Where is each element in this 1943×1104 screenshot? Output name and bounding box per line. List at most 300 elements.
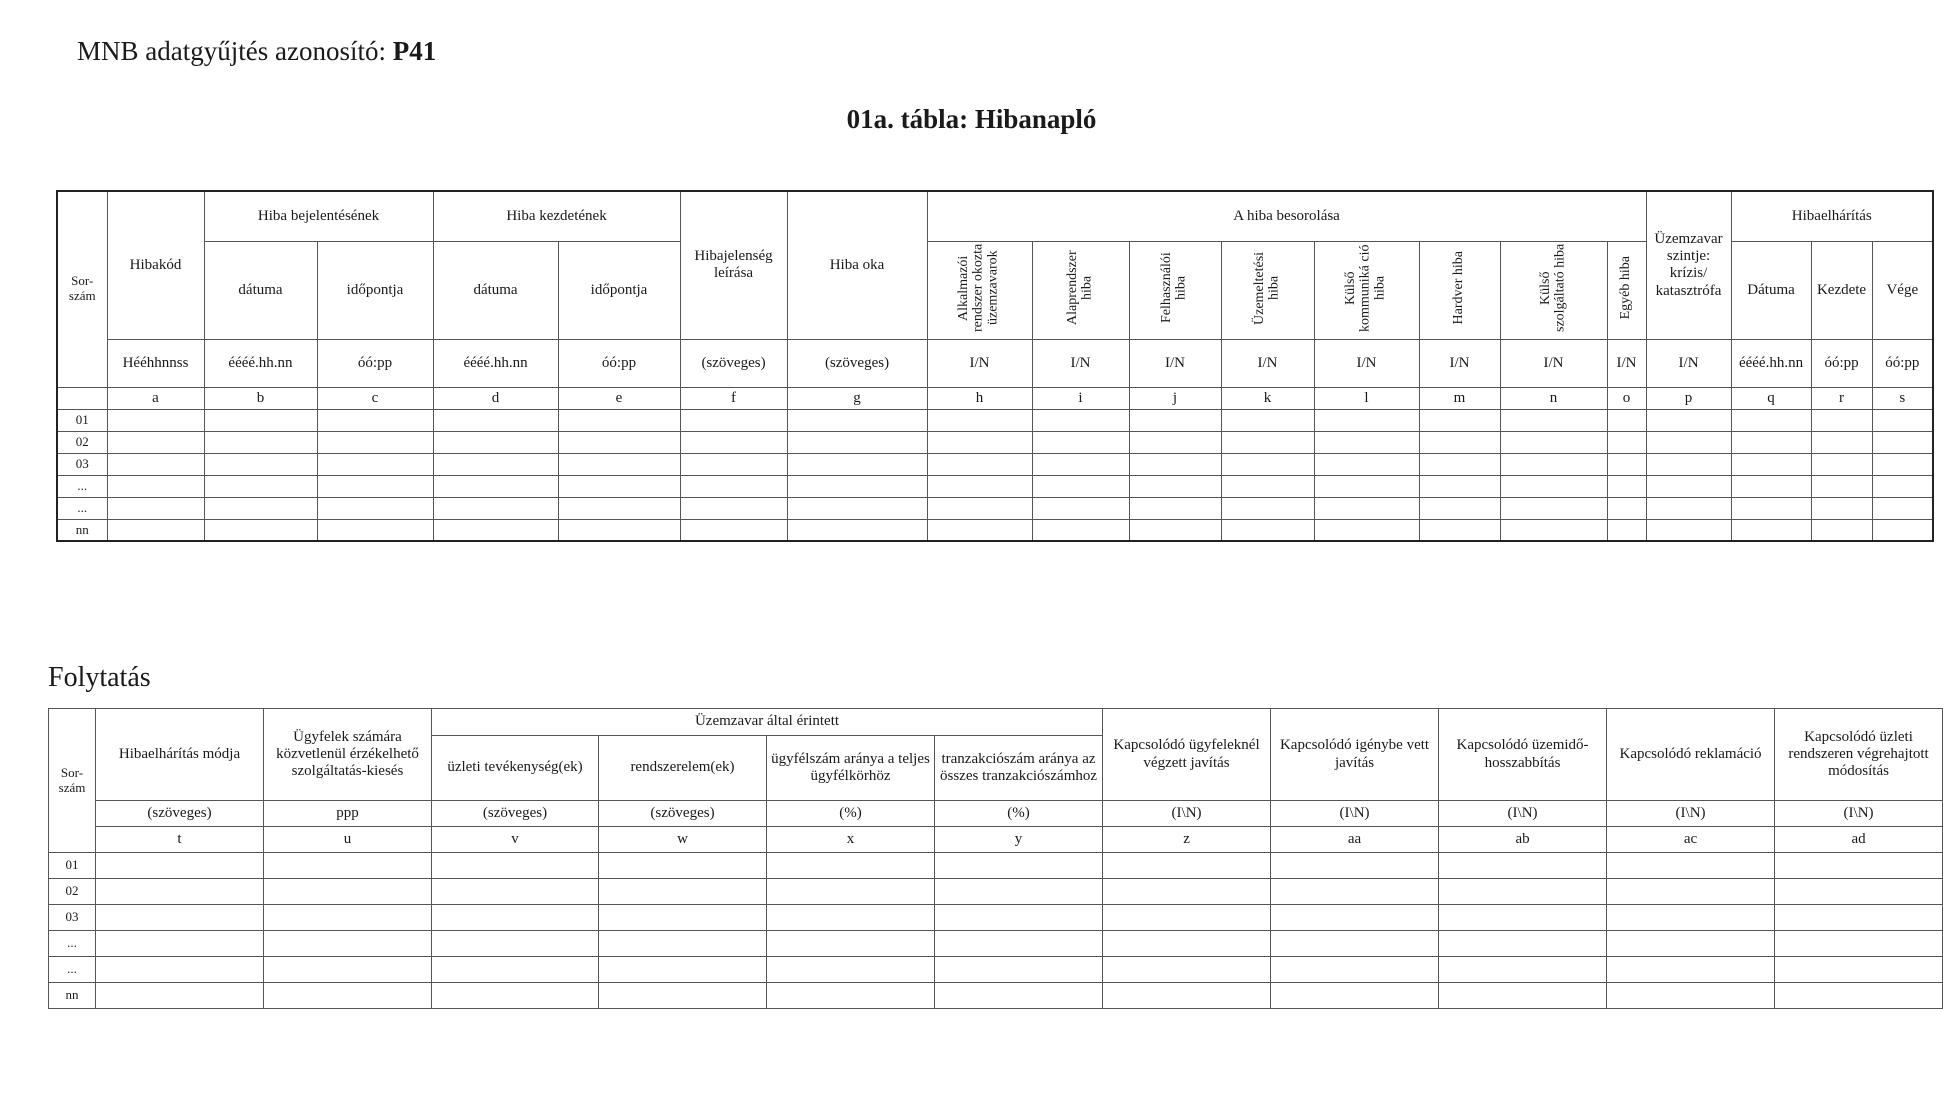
data-cell[interactable] (433, 431, 558, 453)
data-cell[interactable] (1731, 475, 1811, 497)
data-cell[interactable] (767, 957, 935, 983)
class-label: Külső kommuniká ció hiba (1343, 243, 1388, 332)
serial-number-header: Sor- szám (57, 191, 107, 387)
data-cell[interactable] (1439, 957, 1607, 983)
column-letter-cell: u (264, 827, 432, 853)
data-cell[interactable] (317, 409, 433, 431)
data-cell[interactable] (1103, 931, 1271, 957)
format-cell: (szöveges) (432, 801, 599, 827)
data-cell[interactable] (432, 983, 599, 1009)
data-cell[interactable] (1607, 957, 1775, 983)
data-cell[interactable] (1731, 431, 1811, 453)
service-outage-header: Ügyfelek számára közvetlenül érzékelhető szolgáltatás-kiesés (264, 709, 432, 801)
column-letter-cell: l (1314, 387, 1419, 409)
row-number-cell: ... (57, 475, 107, 497)
data-cell[interactable] (558, 475, 680, 497)
column-letter-cell: s (1872, 387, 1933, 409)
data-cell[interactable] (927, 475, 1032, 497)
page-title: 01a. tábla: Hibanapló (846, 104, 1097, 134)
table-row (57, 409, 1933, 431)
data-cell[interactable] (433, 409, 558, 431)
data-cell[interactable] (787, 431, 927, 453)
data-cell[interactable] (599, 931, 767, 957)
data-cell[interactable] (1221, 453, 1314, 475)
row-number-cell: ... (49, 957, 96, 983)
data-cell[interactable] (1271, 879, 1439, 905)
class-provider-header (1500, 241, 1607, 339)
serial-number-header: Sor- szám (49, 709, 96, 853)
data-cell[interactable] (680, 431, 787, 453)
affected-business-header: üzleti tevékenység(ek) (432, 736, 599, 801)
data-cell[interactable] (1271, 957, 1439, 983)
data-cell[interactable] (1271, 853, 1439, 879)
data-cell[interactable] (204, 519, 317, 541)
data-cell[interactable] (927, 431, 1032, 453)
data-cell[interactable] (935, 879, 1103, 905)
data-cell[interactable] (1607, 931, 1775, 957)
report-group-header: Hiba bejelentésének (204, 191, 433, 241)
data-cell[interactable] (1811, 475, 1872, 497)
data-cell[interactable] (1419, 431, 1500, 453)
data-cell[interactable] (1103, 905, 1271, 931)
format-cell: (szöveges) (680, 339, 787, 387)
format-cell: (I\N) (1607, 801, 1775, 827)
data-cell[interactable] (264, 853, 432, 879)
data-cell[interactable] (787, 475, 927, 497)
data-cell[interactable] (1811, 453, 1872, 475)
format-cell: I/N (1221, 339, 1314, 387)
data-cell[interactable] (1129, 497, 1221, 519)
data-cell[interactable] (1271, 983, 1439, 1009)
data-cell[interactable] (433, 453, 558, 475)
data-cell[interactable] (1221, 475, 1314, 497)
related-modification-header: Kapcsolódó üzleti rendszeren végrehajtott módosítás (1775, 709, 1943, 801)
data-cell[interactable] (1032, 519, 1129, 541)
data-cell[interactable] (1872, 519, 1933, 541)
data-cell[interactable] (1500, 453, 1607, 475)
data-cell[interactable] (927, 497, 1032, 519)
data-cell[interactable] (204, 497, 317, 519)
data-cell[interactable] (317, 431, 433, 453)
data-cell[interactable] (927, 453, 1032, 475)
letter-cell-blank (57, 387, 107, 409)
data-cell[interactable] (1607, 519, 1646, 541)
data-cell[interactable] (432, 931, 599, 957)
data-cell[interactable] (1419, 475, 1500, 497)
format-cell: (I\N) (1103, 801, 1271, 827)
data-cell[interactable] (432, 957, 599, 983)
row-number-cell: 01 (57, 409, 107, 431)
data-cell[interactable] (317, 497, 433, 519)
column-letter-cell: d (433, 387, 558, 409)
start-time-header: időpontja (558, 241, 680, 339)
data-cell[interactable] (433, 519, 558, 541)
format-cell: I/N (1129, 339, 1221, 387)
data-collection-code: P41 (392, 36, 437, 66)
data-cell[interactable] (1811, 519, 1872, 541)
data-cell[interactable] (935, 957, 1103, 983)
affected-group-header: Üzemzavar által érintett (432, 709, 1103, 736)
data-cell[interactable] (558, 497, 680, 519)
data-cell[interactable] (1129, 409, 1221, 431)
data-cell[interactable] (107, 519, 204, 541)
column-letter-cell: t (96, 827, 264, 853)
column-letter-cell: n (1500, 387, 1607, 409)
table-row (57, 475, 1933, 497)
data-cell[interactable] (1872, 409, 1933, 431)
data-cell[interactable] (1271, 905, 1439, 931)
data-cell[interactable] (1314, 475, 1419, 497)
data-cell[interactable] (787, 453, 927, 475)
column-letter-cell: i (1032, 387, 1129, 409)
row-number-cell: 01 (49, 853, 96, 879)
format-cell: óó:pp (1872, 339, 1933, 387)
format-cell: I/N (927, 339, 1032, 387)
data-cell[interactable] (1032, 497, 1129, 519)
format-cell: Hééhhnnss (107, 339, 204, 387)
affected-customer-ratio-header: ügyfélszám aránya a teljes ügyfélkörhöz (767, 736, 935, 801)
data-cell[interactable] (1271, 931, 1439, 957)
classification-group-header: A hiba besorolása (927, 191, 1646, 241)
data-cell[interactable] (1607, 497, 1646, 519)
data-cell[interactable] (1500, 497, 1607, 519)
data-cell[interactable] (1811, 497, 1872, 519)
data-cell[interactable] (1607, 879, 1775, 905)
table-row (49, 957, 1943, 983)
row-number-cell: 02 (49, 879, 96, 905)
column-letter-cell: ab (1439, 827, 1607, 853)
row-number-cell: nn (49, 983, 96, 1009)
data-cell[interactable] (204, 409, 317, 431)
related-customer-fix-header: Kapcsolódó ügyfeleknél végzett javítás (1103, 709, 1271, 801)
data-cell[interactable] (107, 497, 204, 519)
column-letter-cell: o (1607, 387, 1646, 409)
resolution-group-header: Hibaelhárítás (1731, 191, 1933, 241)
row-number-cell: ... (57, 497, 107, 519)
row-number-cell: ... (49, 931, 96, 957)
outage-level-header: Üzemzavar szintje: krízis/ katasztrófa (1646, 191, 1731, 339)
format-cell: éééé.hh.nn (204, 339, 317, 387)
data-cell[interactable] (1872, 497, 1933, 519)
format-cell: (%) (935, 801, 1103, 827)
data-cell[interactable] (1731, 453, 1811, 475)
format-cell: óó:pp (558, 339, 680, 387)
data-collection-id-label: MNB adatgyűjtés azonosító: (77, 36, 393, 66)
row-number-cell: 02 (57, 431, 107, 453)
data-cell[interactable] (1032, 409, 1129, 431)
related-complaint-header: Kapcsolódó reklamáció (1607, 709, 1775, 801)
error-code-header: Hibakód (107, 191, 204, 339)
column-letter-cell: x (767, 827, 935, 853)
data-cell[interactable] (1607, 453, 1646, 475)
resolution-date-header: Dátuma (1731, 241, 1811, 339)
description-header: Hibajelenség leírása (680, 191, 787, 339)
data-cell[interactable] (317, 519, 433, 541)
data-cell[interactable] (1032, 453, 1129, 475)
data-cell[interactable] (767, 931, 935, 957)
data-cell[interactable] (1775, 905, 1943, 931)
data-cell[interactable] (767, 983, 935, 1009)
data-cell[interactable] (1314, 519, 1419, 541)
column-letter-cell: w (599, 827, 767, 853)
data-cell[interactable] (1500, 409, 1607, 431)
data-cell[interactable] (1731, 519, 1811, 541)
data-cell[interactable] (96, 879, 264, 905)
data-cell[interactable] (599, 905, 767, 931)
data-cell[interactable] (1419, 519, 1500, 541)
data-cell[interactable] (767, 853, 935, 879)
data-cell[interactable] (935, 905, 1103, 931)
data-cell[interactable] (317, 453, 433, 475)
data-cell[interactable] (264, 905, 432, 931)
data-cell[interactable] (1872, 475, 1933, 497)
data-cell[interactable] (432, 853, 599, 879)
data-cell[interactable] (680, 497, 787, 519)
column-letter-cell: aa (1271, 827, 1439, 853)
class-label: Alaprendszer hiba (1064, 250, 1095, 325)
table-row (49, 905, 1943, 931)
data-cell[interactable] (680, 519, 787, 541)
column-letter-cell: m (1419, 387, 1500, 409)
data-cell[interactable] (1439, 879, 1607, 905)
data-cell[interactable] (1646, 453, 1731, 475)
data-cell[interactable] (1872, 431, 1933, 453)
data-cell[interactable] (1103, 983, 1271, 1009)
column-letter-cell: v (432, 827, 599, 853)
data-cell[interactable] (317, 475, 433, 497)
class-label: Felhasználói hiba (1159, 252, 1190, 323)
resolution-end-header: Vége (1872, 241, 1933, 339)
data-cell[interactable] (107, 453, 204, 475)
data-cell[interactable] (1221, 519, 1314, 541)
cause-header: Hiba oka (787, 191, 927, 339)
column-letter-cell: j (1129, 387, 1221, 409)
data-cell[interactable] (1646, 431, 1731, 453)
table-row (57, 431, 1933, 453)
data-cell[interactable] (1500, 431, 1607, 453)
data-cell[interactable] (1314, 409, 1419, 431)
column-letter-cell: z (1103, 827, 1271, 853)
data-cell[interactable] (1419, 453, 1500, 475)
data-cell[interactable] (558, 453, 680, 475)
data-cell[interactable] (680, 475, 787, 497)
data-cell[interactable] (264, 931, 432, 957)
format-cell: óó:pp (317, 339, 433, 387)
column-letter-cell: c (317, 387, 433, 409)
data-cell[interactable] (1811, 409, 1872, 431)
data-cell[interactable] (1500, 519, 1607, 541)
format-cell: (szöveges) (96, 801, 264, 827)
data-cell[interactable] (1221, 497, 1314, 519)
data-cell[interactable] (1221, 409, 1314, 431)
data-cell[interactable] (1607, 983, 1775, 1009)
related-extension-header: Kapcsolódó üzemidő-hosszabbítás (1439, 709, 1607, 801)
start-group-header: Hiba kezdetének (433, 191, 680, 241)
table-row (49, 983, 1943, 1009)
data-cell[interactable] (1419, 497, 1500, 519)
data-cell[interactable] (1607, 905, 1775, 931)
data-cell[interactable] (787, 519, 927, 541)
data-cell[interactable] (767, 905, 935, 931)
class-hardware-header (1419, 241, 1500, 339)
data-cell[interactable] (935, 931, 1103, 957)
format-cell: I/N (1646, 339, 1731, 387)
data-cell[interactable] (927, 519, 1032, 541)
format-cell: (I\N) (1271, 801, 1439, 827)
data-cell[interactable] (107, 431, 204, 453)
data-cell[interactable] (1607, 853, 1775, 879)
data-cell[interactable] (1419, 409, 1500, 431)
data-cell[interactable] (204, 431, 317, 453)
class-label: Egyéb hiba (1618, 255, 1634, 320)
continuation-title: Folytatás (48, 662, 151, 693)
data-cell[interactable] (96, 853, 264, 879)
format-cell: (I\N) (1439, 801, 1607, 827)
data-cell[interactable] (107, 409, 204, 431)
column-letter-cell: k (1221, 387, 1314, 409)
data-cell[interactable] (1032, 431, 1129, 453)
data-cell[interactable] (1500, 475, 1607, 497)
data-cell[interactable] (1129, 519, 1221, 541)
data-cell[interactable] (1129, 475, 1221, 497)
data-cell[interactable] (1775, 879, 1943, 905)
data-cell[interactable] (1439, 931, 1607, 957)
row-number-cell: nn (57, 519, 107, 541)
data-cell[interactable] (264, 879, 432, 905)
data-cell[interactable] (1439, 983, 1607, 1009)
data-cell[interactable] (1103, 879, 1271, 905)
data-cell[interactable] (432, 905, 599, 931)
data-cell[interactable] (1129, 453, 1221, 475)
related-used-fix-header: Kapcsolódó igénybe vett javítás (1271, 709, 1439, 801)
data-cell[interactable] (1646, 409, 1731, 431)
data-cell[interactable] (204, 475, 317, 497)
class-label: Hardver hiba (1451, 250, 1467, 325)
data-cell[interactable] (767, 879, 935, 905)
data-cell[interactable] (680, 409, 787, 431)
format-cell: óó:pp (1811, 339, 1872, 387)
data-cell[interactable] (432, 879, 599, 905)
format-cell: éééé.hh.nn (433, 339, 558, 387)
data-cell[interactable] (1646, 497, 1731, 519)
format-cell: ppp (264, 801, 432, 827)
data-cell[interactable] (1103, 853, 1271, 879)
data-cell[interactable] (787, 497, 927, 519)
data-cell[interactable] (1731, 497, 1811, 519)
data-cell[interactable] (599, 957, 767, 983)
column-letter-cell: p (1646, 387, 1731, 409)
resolution-method-header: Hibaelhárítás módja (96, 709, 264, 801)
data-cell[interactable] (433, 475, 558, 497)
data-cell[interactable] (1607, 409, 1646, 431)
column-letter-cell: g (787, 387, 927, 409)
data-cell[interactable] (1314, 453, 1419, 475)
data-cell[interactable] (96, 931, 264, 957)
report-time-header: időpontja (317, 241, 433, 339)
data-cell[interactable] (433, 497, 558, 519)
data-cell[interactable] (680, 453, 787, 475)
data-cell[interactable] (1607, 475, 1646, 497)
data-cell[interactable] (264, 957, 432, 983)
class-user-header (1129, 241, 1221, 339)
format-cell: (%) (767, 801, 935, 827)
class-communication-header (1314, 241, 1419, 339)
data-cell[interactable] (1775, 983, 1943, 1009)
data-cell[interactable] (1314, 497, 1419, 519)
data-cell[interactable] (1775, 853, 1943, 879)
continuation-table (48, 708, 1943, 1009)
data-cell[interactable] (1103, 957, 1271, 983)
data-cell[interactable] (1872, 453, 1933, 475)
error-log-table (56, 190, 1934, 542)
table-row (49, 931, 1943, 957)
data-cell[interactable] (558, 431, 680, 453)
column-letter-cell: ad (1775, 827, 1943, 853)
data-cell[interactable] (1221, 431, 1314, 453)
data-cell[interactable] (558, 519, 680, 541)
format-cell: I/N (1607, 339, 1646, 387)
class-base-system-header (1032, 241, 1129, 339)
data-cell[interactable] (935, 983, 1103, 1009)
data-cell[interactable] (558, 409, 680, 431)
data-cell[interactable] (1032, 475, 1129, 497)
class-application-header (927, 241, 1032, 339)
resolution-start-header: Kezdete (1811, 241, 1872, 339)
start-date-header: dátuma (433, 241, 558, 339)
format-cell: I/N (1314, 339, 1419, 387)
format-cell: (I\N) (1775, 801, 1943, 827)
column-letter-cell: r (1811, 387, 1872, 409)
data-cell[interactable] (1607, 431, 1646, 453)
data-cell[interactable] (1314, 431, 1419, 453)
data-cell[interactable] (935, 853, 1103, 879)
data-cell[interactable] (1775, 957, 1943, 983)
data-cell[interactable] (96, 905, 264, 931)
data-cell[interactable] (96, 957, 264, 983)
format-cell: I/N (1500, 339, 1607, 387)
data-cell[interactable] (1646, 519, 1731, 541)
data-cell[interactable] (1811, 431, 1872, 453)
row-number-cell: 03 (57, 453, 107, 475)
data-cell[interactable] (107, 475, 204, 497)
column-letter-cell: h (927, 387, 1032, 409)
format-cell: I/N (1032, 339, 1129, 387)
data-cell[interactable] (204, 453, 317, 475)
data-cell[interactable] (599, 879, 767, 905)
column-letter-cell: f (680, 387, 787, 409)
data-cell[interactable] (927, 409, 1032, 431)
data-cell[interactable] (1731, 409, 1811, 431)
data-cell[interactable] (599, 853, 767, 879)
data-cell[interactable] (96, 983, 264, 1009)
class-label: Külső szolgáltató hiba (1537, 243, 1568, 332)
data-cell[interactable] (264, 983, 432, 1009)
column-letter-cell: a (107, 387, 204, 409)
data-cell[interactable] (599, 983, 767, 1009)
data-cell[interactable] (1646, 475, 1731, 497)
data-cell[interactable] (787, 409, 927, 431)
data-cell[interactable] (1439, 905, 1607, 931)
format-cell: (szöveges) (599, 801, 767, 827)
table-row (57, 497, 1933, 519)
report-date-header: dátuma (204, 241, 317, 339)
data-cell[interactable] (1439, 853, 1607, 879)
data-collection-id (77, 36, 436, 67)
data-cell[interactable] (1775, 931, 1943, 957)
class-label: Alkalmazói rendszer okozta üzemzavarok (956, 243, 1001, 332)
class-other-header (1607, 241, 1646, 339)
data-cell[interactable] (1129, 431, 1221, 453)
